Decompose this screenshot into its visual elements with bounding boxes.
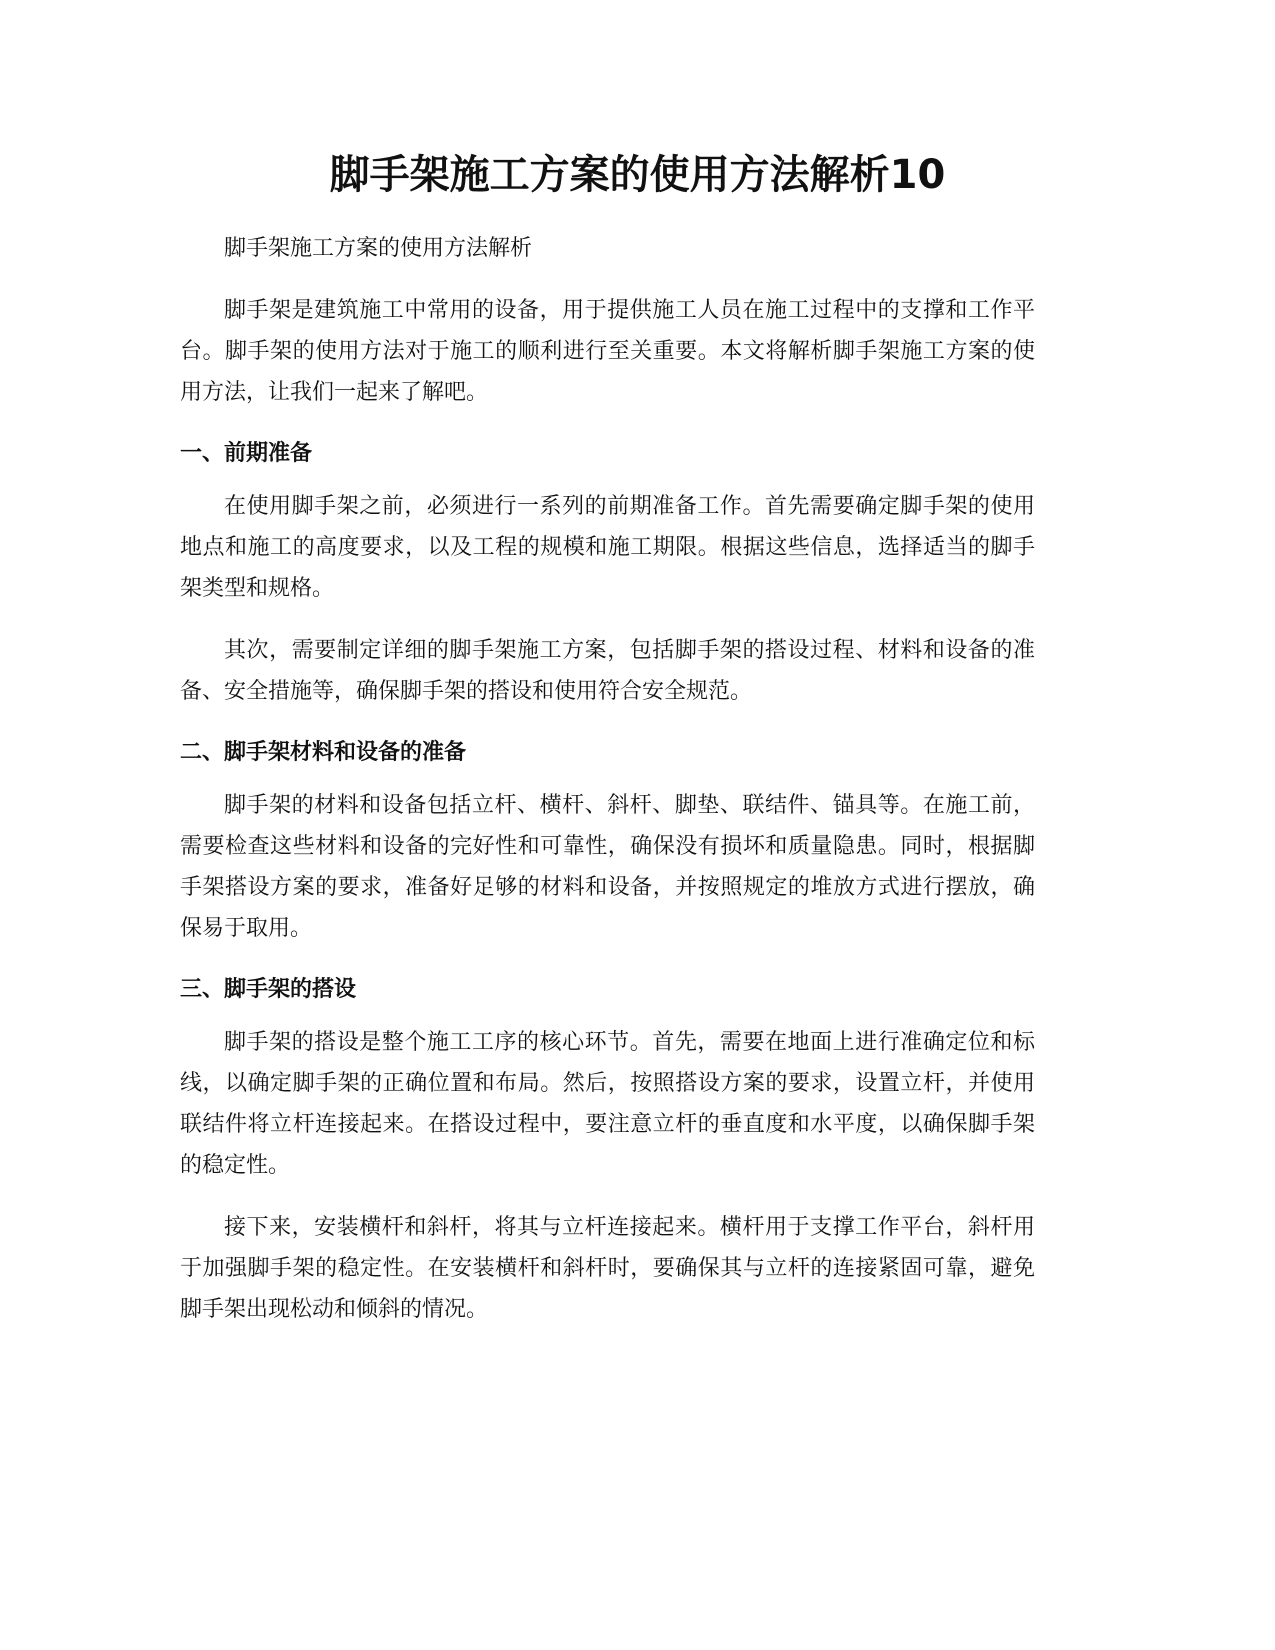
section-paragraph: 其次，需要制定详细的脚手架施工方案，包括脚手架的搭设过程、材料和设备的准备、安全措施等，确保脚手架的搭设和使用符合安全规范。	[180, 638, 1035, 704]
section-paragraph: 在使用脚手架之前，必须进行一系列的前期准备工作。首先需要确定脚手架的使用地点和施工的高度要求，以及工程的规模和施工期限。根据这些信息，选择适当的脚手架类型和规格。	[180, 494, 1035, 601]
document-body	[180, 228, 1035, 1351]
intro-subtitle: 脚手架施工方案的使用方法解析	[224, 236, 533, 261]
intro-paragraph: 脚手架是建筑施工中常用的设备，用于提供施工人员在施工过程中的支撑和工作平台。脚手架的使用方法对于施工的顺利进行至关重要。本文将解析脚手架施工方案的使用方法，让我们一起来了解吧。	[180, 298, 1035, 405]
section-paragraph: 脚手架的搭设是整个施工工序的核心环节。首先，需要在地面上进行准确定位和标线，以确定脚手架的正确位置和布局。然后，按照搭设方案的要求，设置立杆，并使用联结件将立杆连接起来。在搭设过程中，要注意立杆的垂直度和水平度，以确保脚手架的稳定性。	[180, 1030, 1035, 1178]
document-title: 脚手架施工方案的使用方法解析10	[329, 152, 946, 198]
section-materials	[180, 733, 1035, 949]
section-paragraph: 接下来，安装横杆和斜杆，将其与立杆连接起来。横杆用于支撑工作平台，斜杆用于加强脚手架的稳定性。在安装横杆和斜杆时，要确保其与立杆的连接紧固可靠，避免脚手架出现松动和倾斜的情况。	[180, 1215, 1035, 1322]
section-heading: 二、脚手架材料和设备的准备	[180, 740, 467, 765]
section-preparation	[180, 434, 1035, 712]
section-paragraph: 脚手架的材料和设备包括立杆、横杆、斜杆、脚垫、联结件、锚具等。在施工前，需要检查这些材料和设备的完好性和可靠性，确保没有损坏和质量隐患。同时，根据脚手架搭设方案的要求，准备好足够的材料和设备，并按照规定的堆放方式进行摆放，确保易于取用。	[180, 793, 1035, 941]
section-heading: 一、前期准备	[180, 441, 313, 466]
section-erection	[180, 970, 1035, 1330]
section-heading: 三、脚手架的搭设	[180, 977, 357, 1002]
